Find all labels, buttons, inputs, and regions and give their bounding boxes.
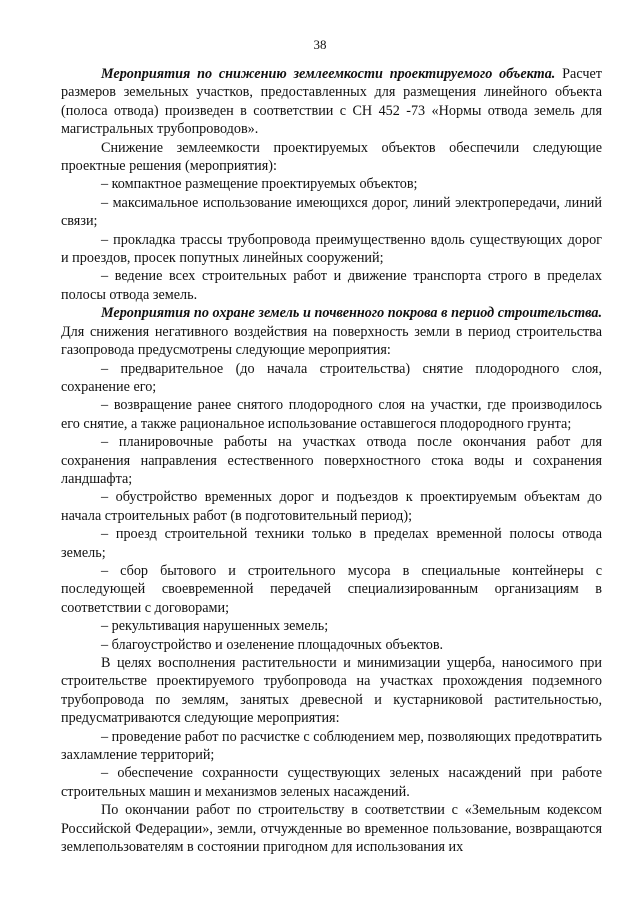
list-item <box>61 396 602 433</box>
paragraph-text: – проезд строительной техники только в пределах временной полосы отвода земель; <box>61 526 602 561</box>
paragraph-text: – максимальное использование имеющихся дорог, линий электропередачи, линий связи; <box>61 194 602 230</box>
list-item <box>61 433 602 488</box>
paragraph-text: – обеспечение сохранности существующих зеленых насаждений при работе строительных машин и механизмов зеленых насаждений. <box>61 765 602 800</box>
paragraph <box>61 65 602 139</box>
paragraph-text: – проведение работ по расчистке с соблюдением мер, позволяющих предотвратить захламление территорий; <box>61 728 602 764</box>
paragraph <box>61 304 602 359</box>
list-item <box>61 360 602 397</box>
list-item <box>61 728 602 765</box>
document-body <box>61 65 602 856</box>
list-item <box>61 231 602 268</box>
paragraph-text: – прокладка трассы трубопровода преимущественно вдоль существующих дорог и проездов, просек попутных линейных сооружений; <box>61 231 602 267</box>
list-item <box>61 488 602 525</box>
paragraph-text: – обустройство временных дорог и подъездов к проектируемым объектам до начала строительных работ (в подготовительный период); <box>61 489 602 524</box>
paragraph-text: – планировочные работы на участках отвода после окончания работ для сохранения направления естественного поверхностного стока воды и сохранения ландшафта; <box>61 434 602 487</box>
list-item <box>61 525 602 562</box>
paragraph-text: Для снижения негативного воздействия на поверхность земли в период строительства газопровода предусмотрены следующие мероприятия: <box>61 323 602 359</box>
paragraph-text: – компактное размещение проектируемых объектов; <box>101 176 418 193</box>
paragraph-text: Снижение землеемкости проектируемых объектов обеспечили следующие проектные решения (мероприятия): <box>61 139 602 175</box>
paragraph <box>61 801 602 856</box>
paragraph-text: По окончании работ по строительству в соответствии с «Земельным кодексом Российской Федерации», земли, отчужденные во временное пользование, возвращаются землепользователям в состоянии пригодном для использования их <box>61 802 602 856</box>
paragraph-text: – предварительное (до начала строительства) снятие плодородного слоя, сохранение его; <box>61 360 602 395</box>
paragraph-text: – благоустройство и озеленение площадочных объектов. <box>101 636 444 653</box>
list-item <box>61 267 602 304</box>
paragraph-text: – возвращение ранее снятого плодородного слоя на участки, где производилось его снятие, а также рациональное использование оставшегося плодородного грунта; <box>61 397 602 432</box>
list-item <box>61 562 602 617</box>
paragraph <box>61 139 602 176</box>
list-item <box>61 194 602 231</box>
paragraph-text: – рекультивация нарушенных земель; <box>101 618 329 635</box>
section-heading: Мероприятия по охране земель и почвенного покрова в период строительства. <box>101 305 602 322</box>
list-item <box>61 636 602 654</box>
page-number: 38 <box>313 37 327 52</box>
paragraph <box>61 654 602 728</box>
list-item <box>61 175 602 193</box>
list-item <box>61 764 602 801</box>
section-heading: Мероприятия по снижению землеемкости проектируемого объекта. <box>101 66 556 82</box>
paragraph-text: В целях восполнения растительности и минимизации ущерба, наносимого при строительстве проектируемого трубопровода на участках прохождения подземного трубопровода по землям, занятых древесной и кустарниковой растительностью, предусматриваются следующие мероприятия: <box>61 655 602 727</box>
paragraph-text: Расчет размеров земельных участков, предоставленных для размещения линейного объекта (полоса отвода) произведен в соответствии с СН 452 -73 «Нормы отвода земель для магистральных трубопроводов». <box>61 66 602 138</box>
list-item <box>61 617 602 635</box>
paragraph-text: – ведение всех строительных работ и движение транспорта строго в пределах полосы отвода земель. <box>61 268 602 303</box>
paragraph-text: – сбор бытового и строительного мусора в специальные контейнеры с последующей своевременной передачей специализированным организациям в соответствии с договорами; <box>61 562 602 616</box>
